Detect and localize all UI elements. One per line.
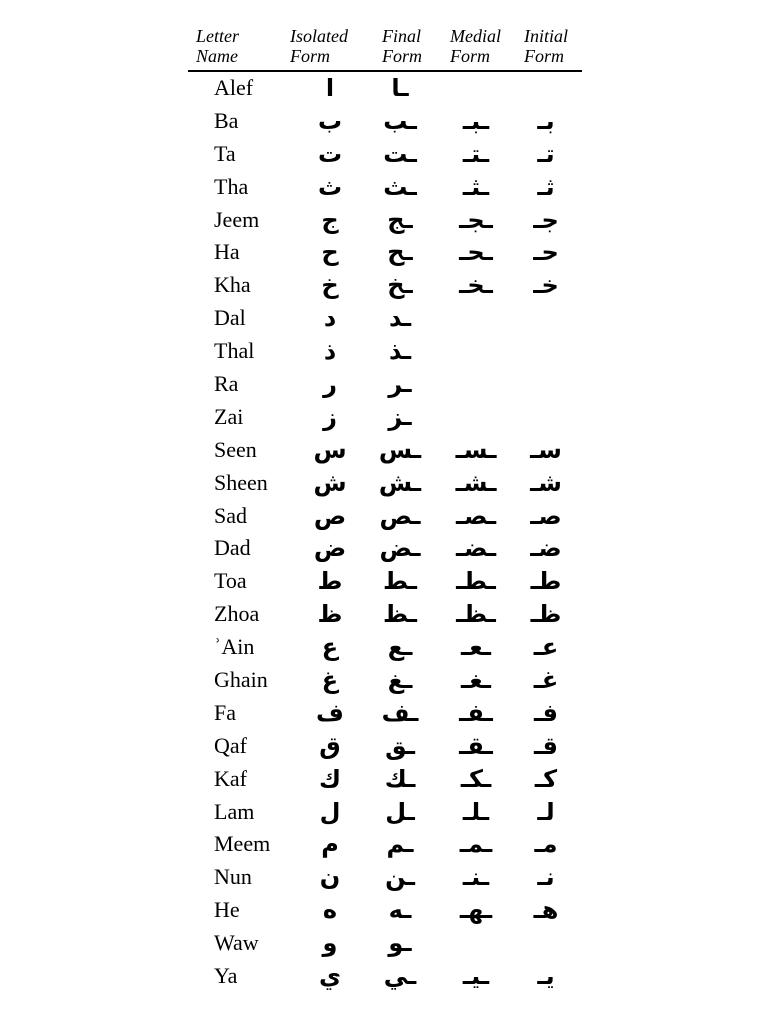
arabic-letter-table [188,26,582,993]
header-medial-form: Medial Form [450,26,501,66]
table-row [188,697,582,730]
medial-form: ـمـ [459,830,493,859]
table-row [188,598,582,631]
isolated-form: ا [325,74,335,102]
isolated-form: ل [319,797,341,826]
letter-name: Waw [214,930,259,956]
isolated-form: ز [323,402,337,431]
isolated-form: ف [316,698,344,727]
final-form: ـت [383,139,417,168]
initial-form: كـ [534,764,558,793]
initial-form: شـ [530,468,562,497]
header-final-form: Final Form [382,26,422,66]
letter-name: Qaf [214,732,247,758]
initial-form: تـ [537,139,555,168]
isolated-form: س [313,435,347,464]
initial-form [522,302,570,335]
header-initial-form: Initial Form [524,26,568,66]
letter-name: He [214,897,240,923]
final-form: ـح [387,238,413,267]
final-form: ـخ [387,271,413,300]
final-form: ـج [387,205,413,234]
final-form: ـق [385,731,415,760]
final-form: ـط [383,567,417,596]
table-row [188,434,582,467]
isolated-form: ق [319,731,341,760]
isolated-form: ت [317,139,343,168]
final-form: ـغ [387,666,413,695]
medial-form: ـغـ [461,666,491,695]
table-header [188,26,582,72]
letter-name: Ghain [214,667,268,693]
table-row [188,269,582,302]
isolated-form: ث [317,172,343,201]
medial-form [452,368,500,401]
table-row [188,763,582,796]
final-form: ـو [388,929,412,958]
isolated-form: ر [323,370,337,399]
isolated-form: خ [321,271,339,300]
initial-form: عـ [533,633,559,662]
table-row [188,828,582,861]
medial-form: ـطـ [456,567,496,596]
final-form: ـك [384,764,416,793]
table-row [188,960,582,993]
initial-form: ظـ [530,600,562,629]
final-form: ـف [381,698,419,727]
header-isolated-form: Isolated Form [290,26,348,66]
final-form: ـن [385,863,415,892]
letter-name: Zhoa [214,601,260,627]
initial-form: فـ [534,698,558,727]
initial-form: يـ [537,962,555,991]
isolated-form: ش [313,468,347,497]
letter-name: Ha [214,239,240,265]
medial-form: ـهـ [459,896,493,925]
initial-form: نـ [537,863,555,892]
table-row [188,368,582,401]
letter-name: Ya [214,963,238,989]
initial-form [522,368,570,401]
medial-form: ـظـ [456,600,496,629]
initial-form: لـ [537,797,555,826]
initial-form: بـ [537,106,555,135]
medial-form: ـثـ [462,172,490,201]
isolated-form: ح [321,238,339,267]
medial-form: ـنـ [462,863,490,892]
medial-form: ـتـ [462,139,490,168]
initial-form [522,927,570,960]
table-row [188,467,582,500]
table-row [188,335,582,368]
letter-name: Lam [214,798,255,824]
final-form: ـب [383,106,417,135]
letter-name: Alef [214,75,254,100]
final-form: ـا [391,74,409,102]
medial-form: ـعـ [461,633,491,662]
letter-name: Ra [214,371,239,397]
table-row [188,138,582,171]
letter-name: Kha [214,272,251,298]
letter-name: ʾAin [214,634,255,660]
table-row [188,631,582,664]
final-form: ـر [388,370,412,399]
table-row [188,730,582,763]
isolated-form: ذ [323,337,337,366]
initial-form: سـ [530,435,562,464]
medial-form: ـحـ [459,238,493,267]
letter-name: Toa [214,568,247,594]
isolated-form: ص [313,501,347,530]
table-row [188,500,582,533]
initial-form: خـ [533,271,559,300]
medial-form [452,927,500,960]
table-row [188,401,582,434]
letter-name: Meem [214,831,271,857]
table-row [188,796,582,829]
medial-form: ـكـ [460,764,492,793]
medial-form: ـبـ [462,106,490,135]
final-form: ـذ [388,337,412,366]
letter-name: Ta [214,140,236,166]
initial-form [522,72,570,105]
final-form: ـث [383,172,417,201]
medial-form: ـلـ [462,797,490,826]
initial-form [522,335,570,368]
medial-form [452,72,500,105]
letter-name: Kaf [214,765,247,791]
header-letter-name: Letter Name [196,26,239,66]
isolated-form: ب [317,106,343,135]
initial-form: جـ [533,205,559,234]
table-row [188,105,582,138]
table-row [188,204,582,237]
letter-name: Ba [214,107,239,133]
isolated-form: ن [319,863,341,892]
table-row [188,927,582,960]
isolated-form: ك [319,764,341,793]
medial-form: ـجـ [459,205,493,234]
final-form: ـض [379,534,421,563]
initial-form: غـ [533,666,559,695]
initial-form [522,401,570,434]
initial-form: ثـ [537,172,555,201]
table-row [188,861,582,894]
isolated-form: م [321,830,339,859]
isolated-form: و [322,929,338,958]
letter-name: Dad [214,535,251,561]
isolated-form: ض [313,534,347,563]
initial-form: هـ [533,896,559,925]
isolated-form: ه [322,896,338,925]
final-form: ـم [386,830,414,859]
letter-name: Sheen [214,469,268,495]
medial-form [452,302,500,335]
table-row [188,236,582,269]
letter-name: Jeem [214,206,260,232]
table-row [188,894,582,927]
final-form: ـز [388,402,412,431]
isolated-form: غ [321,666,339,695]
table-row [188,565,582,598]
medial-form: ـقـ [459,731,493,760]
initial-form: حـ [533,238,559,267]
medial-form: ـضـ [455,534,497,563]
initial-form: مـ [534,830,558,859]
final-form: ـل [385,797,415,826]
letter-name: Sad [214,502,247,528]
letter-name: Dal [214,305,246,331]
medial-form: ـشـ [455,468,497,497]
medial-form [452,401,500,434]
initial-form: ضـ [530,534,562,563]
table-body [188,72,582,993]
isolated-form: ع [321,633,339,662]
isolated-form: د [323,304,337,333]
letter-name: Tha [214,173,249,199]
final-form: ـه [388,896,412,925]
isolated-form: ظ [317,600,343,629]
table-row [188,664,582,697]
letter-name: Thal [214,338,255,364]
medial-form: ـصـ [455,501,497,530]
final-form: ـص [379,501,421,530]
table-row [188,532,582,565]
final-form: ـع [387,633,413,662]
final-form: ـس [378,435,422,464]
medial-form: ـيـ [462,962,490,991]
final-form: ـظ [383,600,417,629]
letter-name: Zai [214,403,244,429]
final-form: ـد [388,304,412,333]
isolated-form: ج [321,205,339,234]
table-row [188,171,582,204]
medial-form: ـسـ [455,435,497,464]
medial-form: ـخـ [459,271,493,300]
final-form: ـش [378,468,422,497]
letter-name: Seen [214,436,257,462]
isolated-form: ط [317,567,343,596]
isolated-form: ي [319,962,341,991]
final-form: ـي [383,962,417,991]
initial-form: صـ [530,501,562,530]
table-row [188,302,582,335]
letter-name: Nun [214,864,252,890]
medial-form [452,335,500,368]
initial-form: قـ [534,731,558,760]
letter-name: Fa [214,699,236,725]
medial-form: ـفـ [459,698,493,727]
table-row [188,72,582,105]
initial-form: طـ [530,567,562,596]
